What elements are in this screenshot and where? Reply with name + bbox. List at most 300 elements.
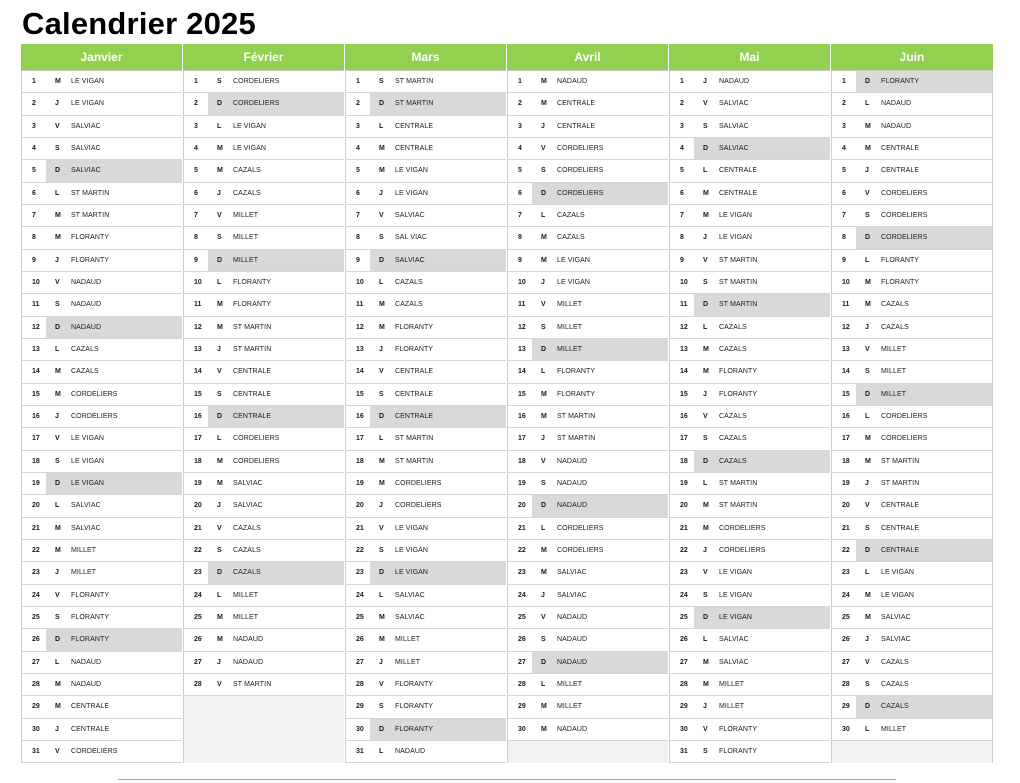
- day-number: 15: [842, 390, 850, 398]
- day-row: [22, 719, 182, 741]
- day-number: 14: [518, 368, 526, 376]
- day-number: 27: [194, 658, 202, 666]
- day-row-sunday: [832, 71, 992, 93]
- day-number: 26: [842, 636, 850, 644]
- day-row: [22, 428, 182, 450]
- location-label: FLORANTY: [71, 591, 110, 599]
- location-label: SALVIAC: [395, 614, 425, 622]
- location-label: SALVIAC: [557, 569, 587, 577]
- day-number: 27: [518, 658, 526, 666]
- location-label: FLORANTY: [395, 323, 434, 331]
- day-row: [508, 138, 668, 160]
- day-row: [22, 93, 182, 115]
- day-number: 19: [518, 480, 526, 488]
- day-number: 9: [842, 256, 846, 264]
- location-label: LE VIGAN: [390, 562, 506, 583]
- day-row: [832, 183, 992, 205]
- day-number: 12: [194, 323, 202, 331]
- weekday-letter: M: [703, 368, 709, 376]
- weekday-letter: J: [541, 122, 545, 130]
- day-number: 4: [518, 145, 522, 153]
- day-number: 21: [518, 524, 526, 532]
- location-label: CENTRALE: [395, 145, 434, 153]
- day-row: [184, 138, 344, 160]
- location-label: LE VIGAN: [557, 279, 591, 287]
- location-label: LE VIGAN: [719, 569, 753, 577]
- location-label: LE VIGAN: [395, 524, 429, 532]
- day-row: [22, 607, 182, 629]
- day-row: [508, 160, 668, 182]
- location-label: SALVIAC: [66, 160, 182, 181]
- day-row: [184, 116, 344, 138]
- weekday-letter: L: [865, 100, 870, 108]
- day-number: 27: [32, 658, 40, 666]
- location-label: CENTRALE: [557, 122, 596, 130]
- day-number: 14: [680, 368, 688, 376]
- weekday-letter: V: [865, 346, 870, 354]
- location-label: MILLET: [881, 368, 907, 376]
- location-label: MILLET: [552, 339, 668, 360]
- day-row: [508, 428, 668, 450]
- location-label: LE VIGAN: [71, 78, 105, 86]
- day-row: [22, 741, 182, 763]
- day-number: 29: [680, 703, 688, 711]
- day-row: [832, 272, 992, 294]
- day-number: 31: [356, 748, 364, 756]
- day-number: 29: [842, 703, 850, 711]
- day-row: [346, 116, 506, 138]
- day-row: [22, 696, 182, 718]
- weekday-letter: D: [208, 250, 228, 271]
- day-row: [184, 160, 344, 182]
- day-row: [670, 227, 830, 249]
- location-label: SALVIAC: [395, 591, 425, 599]
- day-number: 31: [680, 748, 688, 756]
- location-label: FLORANTY: [233, 301, 272, 309]
- day-number: 22: [194, 547, 202, 555]
- month-column: [669, 44, 831, 763]
- month-column: [21, 44, 183, 763]
- weekday-letter: J: [379, 346, 383, 354]
- location-label: CAZALS: [233, 189, 261, 197]
- weekday-letter: L: [55, 658, 60, 666]
- location-label: ST MARTIN: [71, 212, 110, 220]
- day-number: 17: [356, 435, 364, 443]
- location-label: SALVIAC: [557, 591, 587, 599]
- day-row: [22, 205, 182, 227]
- weekday-letter: J: [55, 413, 59, 421]
- location-label: NADAUD: [557, 725, 588, 733]
- weekday-letter: V: [703, 725, 708, 733]
- weekday-letter: V: [865, 189, 870, 197]
- weekday-letter: M: [865, 145, 871, 153]
- weekday-letter: M: [703, 524, 709, 532]
- weekday-letter: D: [856, 696, 876, 717]
- day-number: 6: [518, 189, 522, 197]
- weekday-letter: D: [694, 607, 714, 628]
- day-number: 13: [194, 346, 202, 354]
- location-label: SALVIAC: [714, 138, 830, 159]
- location-label: CORDELIERS: [719, 524, 766, 532]
- weekday-letter: M: [379, 636, 385, 644]
- day-number: 11: [518, 301, 526, 309]
- weekday-letter: S: [541, 323, 546, 331]
- location-label: ST MARTIN: [557, 413, 596, 421]
- day-number: 12: [32, 323, 40, 331]
- day-row: [508, 540, 668, 562]
- day-row: [832, 562, 992, 584]
- footer-divider: [118, 779, 896, 780]
- location-label: CENTRALE: [228, 406, 344, 427]
- day-number: 15: [356, 390, 364, 398]
- location-label: CORDELIERS: [557, 167, 604, 175]
- day-number: 3: [356, 122, 360, 130]
- day-row: [670, 540, 830, 562]
- location-label: NADAUD: [71, 658, 102, 666]
- day-row-sunday: [22, 317, 182, 339]
- day-row: [670, 629, 830, 651]
- day-number: 7: [518, 212, 522, 220]
- weekday-letter: M: [541, 569, 547, 577]
- day-number: 12: [680, 323, 688, 331]
- day-number: 16: [32, 413, 40, 421]
- location-label: FLORANTY: [395, 346, 434, 354]
- day-row: [184, 227, 344, 249]
- month-body: [345, 71, 506, 763]
- day-row: [832, 250, 992, 272]
- location-label: CORDELIERS: [881, 189, 928, 197]
- location-label: LE VIGAN: [881, 569, 915, 577]
- day-number: 6: [356, 189, 360, 197]
- day-number: 13: [356, 346, 364, 354]
- day-number: 7: [356, 212, 360, 220]
- weekday-letter: M: [865, 591, 871, 599]
- location-label: LE VIGAN: [233, 145, 267, 153]
- day-number: 9: [518, 256, 522, 264]
- day-row: [832, 160, 992, 182]
- location-label: FLORANTY: [71, 234, 110, 242]
- day-row: [346, 674, 506, 696]
- day-row: [22, 384, 182, 406]
- weekday-letter: J: [541, 279, 545, 287]
- day-number: 28: [680, 681, 688, 689]
- day-row: [184, 652, 344, 674]
- day-number: 1: [194, 78, 198, 86]
- day-row: [22, 250, 182, 272]
- weekday-letter: V: [541, 145, 546, 153]
- weekday-letter: V: [217, 212, 222, 220]
- day-number: 21: [32, 524, 40, 532]
- day-number: 18: [842, 457, 850, 465]
- location-label: CENTRALE: [233, 368, 272, 376]
- weekday-letter: M: [55, 368, 61, 376]
- weekday-letter: S: [55, 457, 60, 465]
- day-row: [346, 227, 506, 249]
- day-number: 24: [356, 591, 364, 599]
- location-label: LE VIGAN: [719, 234, 753, 242]
- location-label: CAZALS: [228, 562, 344, 583]
- location-label: CENTRALE: [71, 725, 110, 733]
- location-label: SALVIAC: [233, 502, 263, 510]
- day-row-sunday: [508, 495, 668, 517]
- weekday-letter: S: [703, 748, 708, 756]
- day-number: 5: [842, 167, 846, 175]
- location-label: CENTRALE: [881, 145, 920, 153]
- day-number: 9: [194, 256, 198, 264]
- day-number: 25: [680, 614, 688, 622]
- day-number: 3: [518, 122, 522, 130]
- day-row-sunday: [832, 696, 992, 718]
- day-row: [832, 518, 992, 540]
- month-header: Juin: [831, 44, 993, 71]
- location-label: CAZALS: [719, 435, 747, 443]
- weekday-letter: V: [55, 279, 60, 287]
- location-label: NADAUD: [233, 636, 264, 644]
- weekday-letter: D: [208, 562, 228, 583]
- weekday-letter: L: [865, 569, 870, 577]
- day-row: [22, 272, 182, 294]
- day-row: [22, 674, 182, 696]
- weekday-letter: V: [217, 368, 222, 376]
- location-label: LE VIGAN: [66, 473, 182, 494]
- day-number: 26: [356, 636, 364, 644]
- day-row: [184, 71, 344, 93]
- month-body: [21, 71, 182, 763]
- day-row: [184, 183, 344, 205]
- day-number: 17: [518, 435, 526, 443]
- location-label: CORDELIERS: [233, 78, 280, 86]
- location-label: FLORANTY: [881, 256, 920, 264]
- weekday-letter: S: [541, 636, 546, 644]
- weekday-letter: S: [703, 591, 708, 599]
- day-row: [184, 540, 344, 562]
- weekday-letter: J: [379, 502, 383, 510]
- location-label: FLORANTY: [233, 279, 272, 287]
- day-number: 4: [356, 145, 360, 153]
- location-label: NADAUD: [557, 614, 588, 622]
- day-number: 16: [842, 413, 850, 421]
- weekday-letter: J: [703, 234, 707, 242]
- day-row: [346, 71, 506, 93]
- day-row: [184, 451, 344, 473]
- location-label: LE VIGAN: [395, 189, 429, 197]
- location-label: CAZALS: [881, 658, 909, 666]
- weekday-letter: S: [55, 301, 60, 309]
- day-number: 29: [518, 703, 526, 711]
- month-header: Mai: [669, 44, 830, 71]
- day-number: 24: [32, 591, 40, 599]
- weekday-letter: S: [865, 681, 870, 689]
- location-label: CAZALS: [395, 301, 423, 309]
- day-number: 13: [842, 346, 850, 354]
- day-number: 1: [32, 78, 36, 86]
- weekday-letter: D: [370, 562, 390, 583]
- day-number: 6: [194, 189, 198, 197]
- day-number: 28: [356, 681, 364, 689]
- weekday-letter: M: [865, 457, 871, 465]
- day-number: 26: [194, 636, 202, 644]
- weekday-letter: V: [55, 748, 60, 756]
- weekday-letter: S: [379, 703, 384, 711]
- day-number: 1: [842, 78, 846, 86]
- day-row: [832, 138, 992, 160]
- day-row: [184, 294, 344, 316]
- location-label: NADAUD: [557, 457, 588, 465]
- weekday-letter: V: [703, 100, 708, 108]
- weekday-letter: M: [865, 122, 871, 130]
- day-number: 21: [194, 524, 202, 532]
- location-label: FLORANTY: [66, 629, 182, 650]
- day-row: [346, 428, 506, 450]
- weekday-letter: S: [217, 234, 222, 242]
- weekday-letter: M: [379, 614, 385, 622]
- weekday-letter: J: [865, 636, 869, 644]
- day-row: [346, 540, 506, 562]
- day-row: [670, 384, 830, 406]
- weekday-letter: D: [856, 227, 876, 248]
- month-body: [183, 71, 344, 763]
- location-label: FLORANTY: [719, 368, 758, 376]
- day-number: 6: [842, 189, 846, 197]
- location-label: CAZALS: [71, 368, 99, 376]
- day-row: [508, 562, 668, 584]
- day-row: [670, 160, 830, 182]
- location-label: LE VIGAN: [71, 100, 105, 108]
- weekday-letter: L: [379, 591, 384, 599]
- day-number: 6: [680, 189, 684, 197]
- day-number: 27: [680, 658, 688, 666]
- day-number: 14: [32, 368, 40, 376]
- weekday-letter: M: [541, 703, 547, 711]
- weekday-letter: D: [370, 93, 390, 114]
- weekday-letter: M: [55, 547, 61, 555]
- empty-days-filler: [508, 741, 668, 763]
- day-row: [22, 183, 182, 205]
- weekday-letter: S: [379, 547, 384, 555]
- day-number: 20: [680, 502, 688, 510]
- location-label: CORDELIERS: [395, 502, 442, 510]
- day-number: 22: [356, 547, 364, 555]
- weekday-letter: M: [541, 256, 547, 264]
- day-row-sunday: [22, 629, 182, 651]
- day-number: 1: [356, 78, 360, 86]
- day-row: [508, 696, 668, 718]
- day-number: 21: [680, 524, 688, 532]
- location-label: LE VIGAN: [719, 591, 753, 599]
- weekday-letter: M: [379, 457, 385, 465]
- weekday-letter: V: [541, 614, 546, 622]
- day-number: 8: [518, 234, 522, 242]
- weekday-letter: D: [208, 93, 228, 114]
- month-header: Avril: [507, 44, 668, 71]
- day-row: [670, 71, 830, 93]
- weekday-letter: M: [703, 502, 709, 510]
- day-row: [346, 183, 506, 205]
- day-row: [346, 451, 506, 473]
- day-number: 5: [518, 167, 522, 175]
- location-label: LE VIGAN: [719, 212, 753, 220]
- day-row: [670, 495, 830, 517]
- location-label: SALVIAC: [719, 100, 749, 108]
- location-label: CORDELIERS: [228, 93, 344, 114]
- weekday-letter: D: [46, 160, 66, 181]
- day-row: [508, 585, 668, 607]
- day-row: [346, 317, 506, 339]
- day-row: [508, 674, 668, 696]
- day-row: [832, 361, 992, 383]
- location-label: CAZALS: [557, 212, 585, 220]
- location-label: CORDELIERS: [876, 227, 992, 248]
- weekday-letter: D: [46, 473, 66, 494]
- day-row: [508, 451, 668, 473]
- day-number: 15: [518, 390, 526, 398]
- location-label: NADAUD: [881, 122, 912, 130]
- location-label: LE VIGAN: [71, 435, 105, 443]
- day-number: 19: [842, 480, 850, 488]
- weekday-letter: J: [55, 725, 59, 733]
- day-number: 9: [680, 256, 684, 264]
- day-number: 29: [32, 703, 40, 711]
- weekday-letter: V: [703, 256, 708, 264]
- weekday-letter: M: [541, 100, 547, 108]
- location-label: MILLET: [395, 636, 421, 644]
- location-label: CAZALS: [233, 524, 261, 532]
- location-label: NADAUD: [881, 100, 912, 108]
- day-row: [832, 585, 992, 607]
- day-row-sunday: [184, 93, 344, 115]
- weekday-letter: S: [703, 279, 708, 287]
- location-label: CAZALS: [71, 346, 99, 354]
- day-number: 28: [842, 681, 850, 689]
- day-row: [346, 518, 506, 540]
- day-row: [670, 696, 830, 718]
- day-row: [670, 272, 830, 294]
- day-row: [670, 339, 830, 361]
- day-number: 2: [842, 100, 846, 108]
- location-label: CENTRALE: [881, 524, 920, 532]
- day-row-sunday: [832, 227, 992, 249]
- day-number: 26: [518, 636, 526, 644]
- day-row: [670, 250, 830, 272]
- location-label: MILLET: [557, 703, 583, 711]
- location-label: SALVIAC: [71, 122, 101, 130]
- weekday-letter: M: [55, 78, 61, 86]
- day-number: 25: [32, 614, 40, 622]
- weekday-letter: V: [379, 524, 384, 532]
- day-number: 30: [680, 725, 688, 733]
- month-column: [831, 44, 993, 763]
- day-row: [670, 428, 830, 450]
- weekday-letter: S: [379, 390, 384, 398]
- location-label: CENTRALE: [876, 540, 992, 561]
- day-row: [346, 585, 506, 607]
- day-number: 15: [194, 390, 202, 398]
- day-number: 23: [194, 569, 202, 577]
- location-label: FLORANTY: [71, 614, 110, 622]
- day-number: 1: [518, 78, 522, 86]
- weekday-letter: V: [379, 681, 384, 689]
- location-label: ST MARTIN: [881, 480, 920, 488]
- day-number: 30: [356, 725, 364, 733]
- weekday-letter: S: [703, 435, 708, 443]
- day-row: [832, 473, 992, 495]
- weekday-letter: J: [703, 547, 707, 555]
- weekday-letter: M: [55, 234, 61, 242]
- weekday-letter: S: [217, 390, 222, 398]
- day-number: 18: [518, 457, 526, 465]
- day-number: 11: [680, 301, 688, 309]
- day-row: [670, 562, 830, 584]
